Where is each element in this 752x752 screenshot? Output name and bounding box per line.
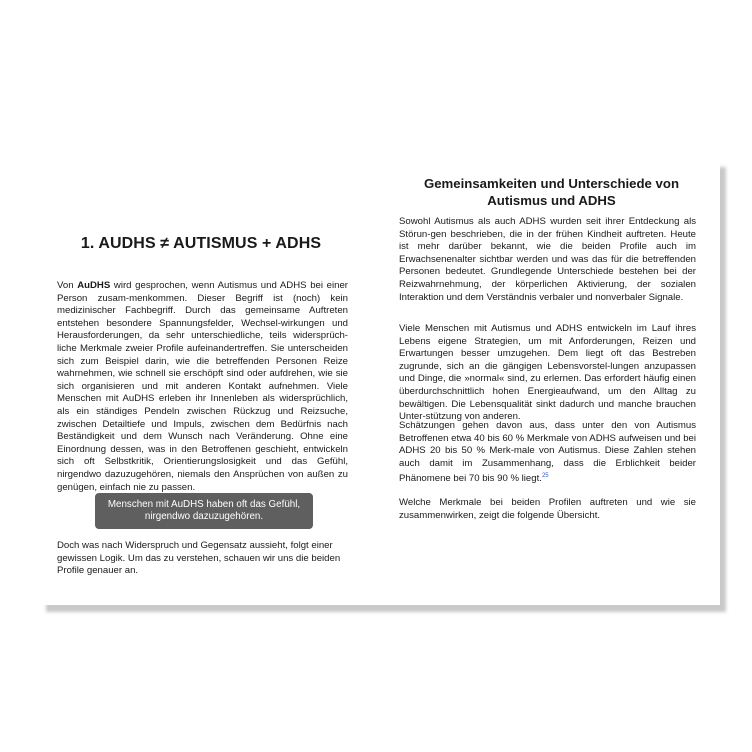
section-heading: Gemeinsamkeiten und Unterschiede von Autismus und ADHS [423, 176, 680, 208]
paragraph-diagnosis: Sowohl Autismus als auch ADHS wurden seit ihrer Entdeckung als Störun-gen beschrieben, die in der frühen Kindheit auftreten. Heute ist mehr darüber bekannt, wie die beiden Profile auch im Erwachsenenalter sichtbar werden und was das für die betreffenden Personen bedeutet. Grundlegende Unterschiede bestehen bei der Reizwahrnehmung, der körperlichen Aktivierung, der sozialen Interaktion und dem Verständnis verbaler und nonverbaler Signale. [399, 216, 696, 303]
paragraph-strategies: Viele Menschen mit Autismus und ADHS entwickeln im Lauf ihres Lebens eigene Strategien, um mit Anforderungen, Reizen und Erwartungen besser umzugehen. Dem liegt oft das Bestreben zugrunde, sich an die gängigen Lebensvorstel-lungen anzupassen und Dinge, die »normal« sind, zu erlernen. Das erfordert häufig einen überdurchschnittlich hohen Energieaufwand, um den Alltag zu bewältigen. Die Lebensqualität sinkt dadurch und manche brauchen Unter-stützung von anderen. [399, 323, 696, 423]
paragraph-overview: Welche Merkmale bei beiden Profilen auftreten und wie sie zusammenwirken, zeigt die folgende Übersicht. [399, 497, 696, 521]
chapter-heading: 1. AUDHS ≠ AUTISMUS + ADHS [80, 235, 322, 252]
intro-paragraph [57, 280, 348, 494]
intro-start: Von [57, 280, 78, 291]
callout-line-1: Menschen mit AuDHS haben oft das Gefühl, [107, 498, 301, 510]
callout-line-2: nirgendwo dazuzugehören. [144, 511, 264, 522]
closing-paragraph: Doch was nach Widerspruch und Gegensatz aussieht, folgt einer gewissen Logik. Um das zu verstehen, schauen wir uns die beiden Profile genauer an. [57, 540, 341, 577]
highlight-callout [95, 493, 313, 529]
audhs-term: AuDHS [77, 280, 111, 291]
footnote-marker[interactable]: 25 [541, 473, 549, 480]
estimates-text: Schätzungen gehen davon aus, dass unter den von Autismus Betroffenen etwa 40 bis 60 % Merkmale von ADHS aufweisen und bei ADHS 20 bis 50 % Merk-male von Autismus. Diese Zahlen stehen auch damit im Zusammenhang, dass die Erblichkeit beider Phänomene bei 70 bis 90 % liegt. [399, 420, 696, 485]
intro-rest: wird gesprochen, wenn Autismus und ADHS bei einer Person zusam-menkommen. Dieser Begriff ist (noch) kein medizinischer Fachbegriff. Durch das gemeinsame Auftreten entstehen besondere Spannungsfelder, Wechsel-wirkungen und Herausforderungen, da sehr unterschiedliche, teils widersprüch-liche Merkmale zweier Profile aufeinandertreffen. Sie unterscheiden sich zum Beispiel darin, wie die betreffenden Personen Reize wahrnehmen, wie schnell sie erschöpft sind oder aufdrehen, wie sie sich organisieren und mit anderen Kontakt aufnehmen. Viele Menschen mit AuDHS erleben ihr Innenleben als widersprüchlich, als ein ständiges Pendeln zwischen Rückzug und Reizsuche, zwischen Detailtiefe und Impuls, zwischen dem Bedürfnis nach Beständigkeit und dem Wunsch nach Veränderung. Ohne eine Einordnung dessen, was in den Betroffenen geschieht, entwickeln sich oft Selbstkritik, Orientierungslosigkeit und das Gefühl, nirgendwo dazuzugehören, niemals den Ansprüchen von außen zu genügen, einfach nie zu passen. [57, 280, 348, 493]
paragraph-estimates [399, 420, 696, 486]
